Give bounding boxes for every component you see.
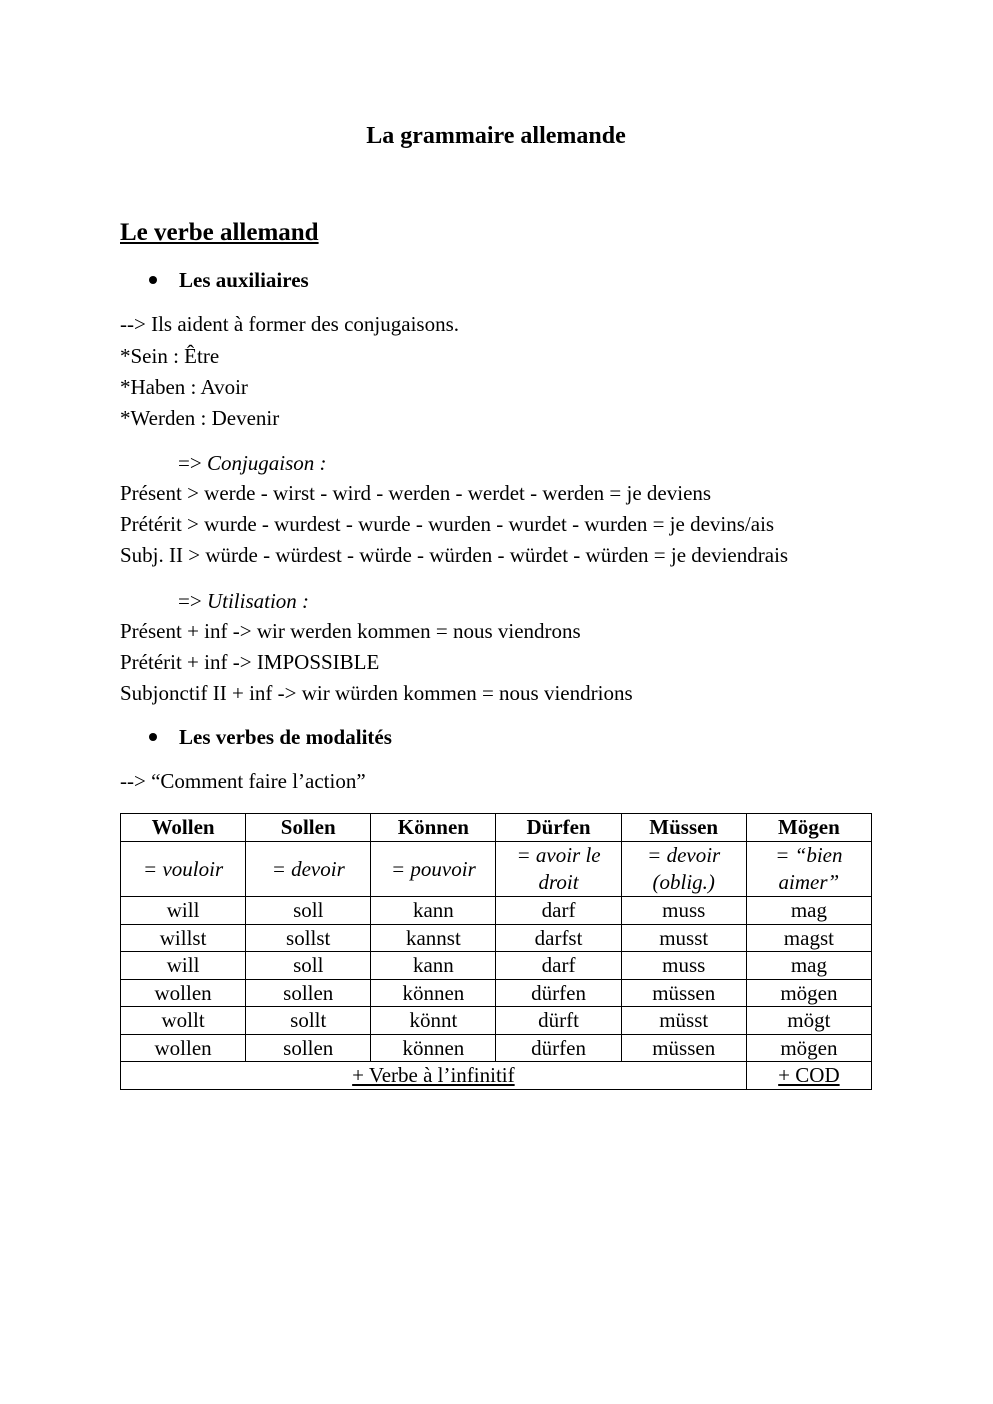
- table-cell: können: [371, 1034, 496, 1062]
- section-heading: Le verbe allemand: [120, 219, 319, 246]
- table-cell: mögen: [746, 979, 871, 1007]
- table-row: [121, 924, 872, 952]
- table-cell: wollen: [121, 979, 246, 1007]
- conj-line: Subj. II > würde - würdest - würde - würden - würdet - würden = je deviendrais: [120, 543, 789, 567]
- table-cell: magst: [746, 924, 871, 952]
- aux-item: *Sein : Être: [120, 344, 220, 368]
- conj-label-text: Conjugaison :: [206, 451, 327, 475]
- bullet-modalites: [149, 724, 392, 750]
- translation-cell: = devoir (oblig.): [621, 842, 746, 897]
- table-cell: kannst: [371, 924, 496, 952]
- arrow-prefix: =>: [178, 451, 207, 475]
- translation-cell: = avoir le droit: [496, 842, 621, 897]
- table-cell: sollen: [246, 1034, 371, 1062]
- table-row: [121, 1034, 872, 1062]
- arrow-prefix: =>: [178, 589, 207, 613]
- table-cell: sollst: [246, 924, 371, 952]
- bullet-label: Les verbes de modalités: [179, 725, 392, 749]
- table-cell: darf: [496, 952, 621, 980]
- bullet-auxiliaires: [149, 267, 309, 293]
- table-cell: darfst: [496, 924, 621, 952]
- table-cell: können: [371, 979, 496, 1007]
- table-cell: dürfen: [496, 979, 621, 1007]
- table-cell: mag: [746, 897, 871, 925]
- table-header-cell: Müssen: [621, 814, 746, 842]
- table-cell: dürft: [496, 1007, 621, 1035]
- table-row: [121, 952, 872, 980]
- modal-intro: --> “Comment faire l’action”: [120, 769, 366, 793]
- table-cell: mögt: [746, 1007, 871, 1035]
- util-line: Prétérit + inf -> IMPOSSIBLE: [120, 650, 380, 674]
- translation-cell: = “bien aimer”: [746, 842, 871, 897]
- translation-row: [121, 842, 872, 897]
- table-cell: willst: [121, 924, 246, 952]
- bullet-dot-icon: [149, 733, 157, 741]
- table-cell: müssen: [621, 1034, 746, 1062]
- footer-cod: + COD: [746, 1062, 871, 1090]
- table-header-cell: Wollen: [121, 814, 246, 842]
- table-cell: musst: [621, 924, 746, 952]
- table-cell: müsst: [621, 1007, 746, 1035]
- conj-line: Présent > werde - wirst - wird - werden - werdet - werden = je deviens: [120, 481, 712, 505]
- table-header-cell: Dürfen: [496, 814, 621, 842]
- table-cell: sollen: [246, 979, 371, 1007]
- table-row: [121, 897, 872, 925]
- conj-label: [178, 450, 327, 476]
- table-cell: sollt: [246, 1007, 371, 1035]
- aux-item: *Werden : Devenir: [120, 406, 280, 430]
- table-cell: wollt: [121, 1007, 246, 1035]
- modal-verbs-table: [120, 813, 872, 1090]
- table-cell: kann: [371, 952, 496, 980]
- table-footer-row: [121, 1062, 872, 1090]
- table-cell: soll: [246, 897, 371, 925]
- table-cell: mag: [746, 952, 871, 980]
- table-cell: mögen: [746, 1034, 871, 1062]
- table-cell: darf: [496, 897, 621, 925]
- table-cell: könnt: [371, 1007, 496, 1035]
- table-cell: muss: [621, 952, 746, 980]
- conj-line: Prétérit > wurde - wurdest - wurde - wurden - wurdet - wurden = je devins/ais: [120, 512, 775, 536]
- table-cell: muss: [621, 897, 746, 925]
- footer-infinitive: + Verbe à l’infinitif: [121, 1062, 747, 1090]
- table-header-row: [121, 814, 872, 842]
- table-row: [121, 979, 872, 1007]
- util-line: Subjonctif II + inf -> wir würden kommen = nous viendrions: [120, 681, 633, 705]
- table-cell: will: [121, 897, 246, 925]
- table-cell: soll: [246, 952, 371, 980]
- table-header-cell: Können: [371, 814, 496, 842]
- table-cell: wollen: [121, 1034, 246, 1062]
- bullet-label: Les auxiliaires: [179, 268, 309, 292]
- table-row: [121, 1007, 872, 1035]
- table-header-cell: Mögen: [746, 814, 871, 842]
- util-line: Présent + inf -> wir werden kommen = nous viendrons: [120, 619, 581, 643]
- document-title: La grammaire allemande: [366, 123, 626, 149]
- util-label: [178, 588, 309, 614]
- aux-intro: --> Ils aident à former des conjugaisons.: [120, 312, 459, 336]
- table-header-cell: Sollen: [246, 814, 371, 842]
- table-cell: müssen: [621, 979, 746, 1007]
- table-cell: kann: [371, 897, 496, 925]
- translation-cell: = devoir: [246, 842, 371, 897]
- aux-item: *Haben : Avoir: [120, 375, 248, 399]
- bullet-dot-icon: [149, 276, 157, 284]
- translation-cell: = vouloir: [121, 842, 246, 897]
- table-cell: will: [121, 952, 246, 980]
- table-cell: dürfen: [496, 1034, 621, 1062]
- util-label-text: Utilisation :: [206, 589, 310, 613]
- translation-cell: = pouvoir: [371, 842, 496, 897]
